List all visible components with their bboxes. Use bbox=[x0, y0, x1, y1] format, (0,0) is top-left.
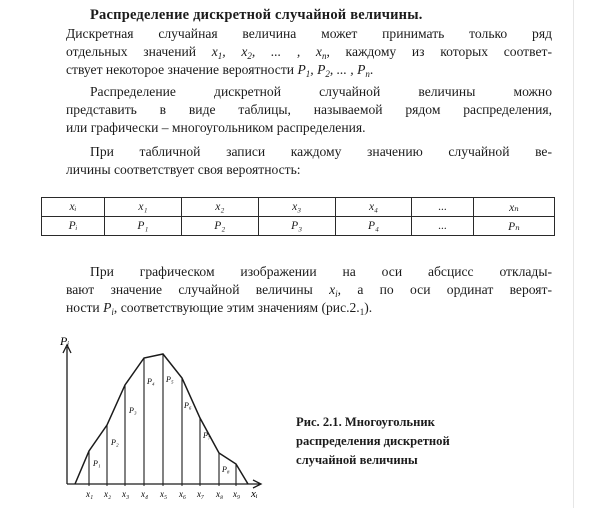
x-tick-label: x₇ bbox=[197, 489, 205, 499]
text-run: , а по оси ординат вероят- bbox=[337, 282, 553, 297]
paragraph-1-line-1: Дискретная случайная величина может принимать только ряд bbox=[66, 26, 552, 41]
y-axis-label: Pᵢ bbox=[60, 334, 70, 348]
figure-caption-line-2: распределения дискретной bbox=[296, 434, 450, 448]
x-tick-label: x₂ bbox=[104, 489, 112, 499]
bar-label: P₄ bbox=[147, 377, 155, 386]
math-p-seq: $P_1$, $P_2$, ... , $P_n$ bbox=[297, 62, 370, 79]
table-cell: P₂ bbox=[181, 217, 258, 236]
bar-label: P₅ bbox=[166, 375, 174, 384]
bar-label: P₇ bbox=[203, 431, 211, 440]
paragraph-2-line-2: представить в виде таблицы, называемой рядом распределения, bbox=[66, 102, 552, 117]
paragraph-2-line-1: Распределение дискретной случайной величины можно bbox=[90, 84, 552, 99]
x-tick-label: x₆ bbox=[179, 489, 187, 499]
x-tick-label: x₈ bbox=[216, 489, 224, 499]
table-cell: xₙ bbox=[473, 198, 554, 217]
bar-label: P₁ bbox=[93, 459, 101, 468]
table-cell: x₁ bbox=[104, 198, 181, 217]
text-run: отдельных значений bbox=[66, 44, 197, 59]
table-cell: x₂ bbox=[181, 198, 258, 217]
table-cell: Pₙ bbox=[473, 217, 554, 236]
text-run: , соответствующие этим значениям (рис.2. bbox=[113, 300, 360, 315]
table-cell: P₃ bbox=[258, 217, 335, 236]
table-cell: P₁ bbox=[104, 217, 181, 236]
x-axis-label: xᵢ bbox=[251, 488, 258, 500]
section-title: Распределение дискретной случайной величины. bbox=[90, 7, 423, 23]
bar-label: P₈ bbox=[222, 465, 230, 474]
math-pi: $P_i$ bbox=[103, 300, 114, 317]
math-xi: $x_i$ bbox=[329, 282, 338, 299]
paragraph-3-line-1: При табличной записи каждому значению случайной ве- bbox=[90, 144, 552, 159]
table-cell: xᵢ bbox=[42, 198, 105, 217]
x-tick-labels bbox=[85, 489, 240, 499]
paragraph-4-line-3: ности $P_i$, соответствующие этим значениям $(рис.2._1)$. bbox=[66, 300, 373, 317]
table-cell: x₄ bbox=[335, 198, 412, 217]
text-run: , каждому из которых соответ- bbox=[326, 44, 552, 59]
table-cell: P₄ bbox=[335, 217, 412, 236]
x-tick-label: x₄ bbox=[141, 489, 149, 499]
page-edge bbox=[573, 0, 574, 508]
bar-label: P₃ bbox=[129, 406, 137, 415]
table-cell: Pᵢ bbox=[42, 217, 105, 236]
text-run: ствует некоторое значение вероятности bbox=[66, 62, 295, 77]
table-cell: ... bbox=[412, 198, 473, 217]
bar-labels bbox=[92, 375, 230, 474]
probability-bars bbox=[89, 354, 236, 484]
x-tick-label: x₅ bbox=[160, 489, 168, 499]
text-run: вают значение случайной величины bbox=[66, 282, 313, 297]
figure-caption-line-1: Рис. 2.1. Многоугольник bbox=[296, 415, 435, 429]
paragraph-3-line-2: личины соответствует своя вероятность: bbox=[66, 162, 301, 177]
text-run: ). bbox=[364, 300, 373, 315]
table-cell: ... bbox=[412, 217, 473, 236]
x-tick-label: x₃ bbox=[122, 489, 130, 499]
math-x-seq: $x_1$, $x_2$, ... , $x_n$ bbox=[211, 44, 327, 61]
x-tick-label: x₁ bbox=[86, 489, 94, 499]
bar-label: P₆ bbox=[184, 401, 192, 410]
table-cell: x₃ bbox=[258, 198, 335, 217]
text-run: . bbox=[369, 62, 374, 77]
x-tick-label: x₉ bbox=[233, 489, 241, 499]
text-run: ности bbox=[66, 300, 100, 315]
bar-label: P₂ bbox=[111, 438, 119, 447]
paragraph-4-line-1: При графическом изображении на оси абсцисс отклады- bbox=[90, 264, 552, 279]
figure-caption-line-3: случайной величины bbox=[296, 453, 418, 467]
paragraph-2-line-3: или графически – многоугольником распределения. bbox=[66, 120, 366, 135]
